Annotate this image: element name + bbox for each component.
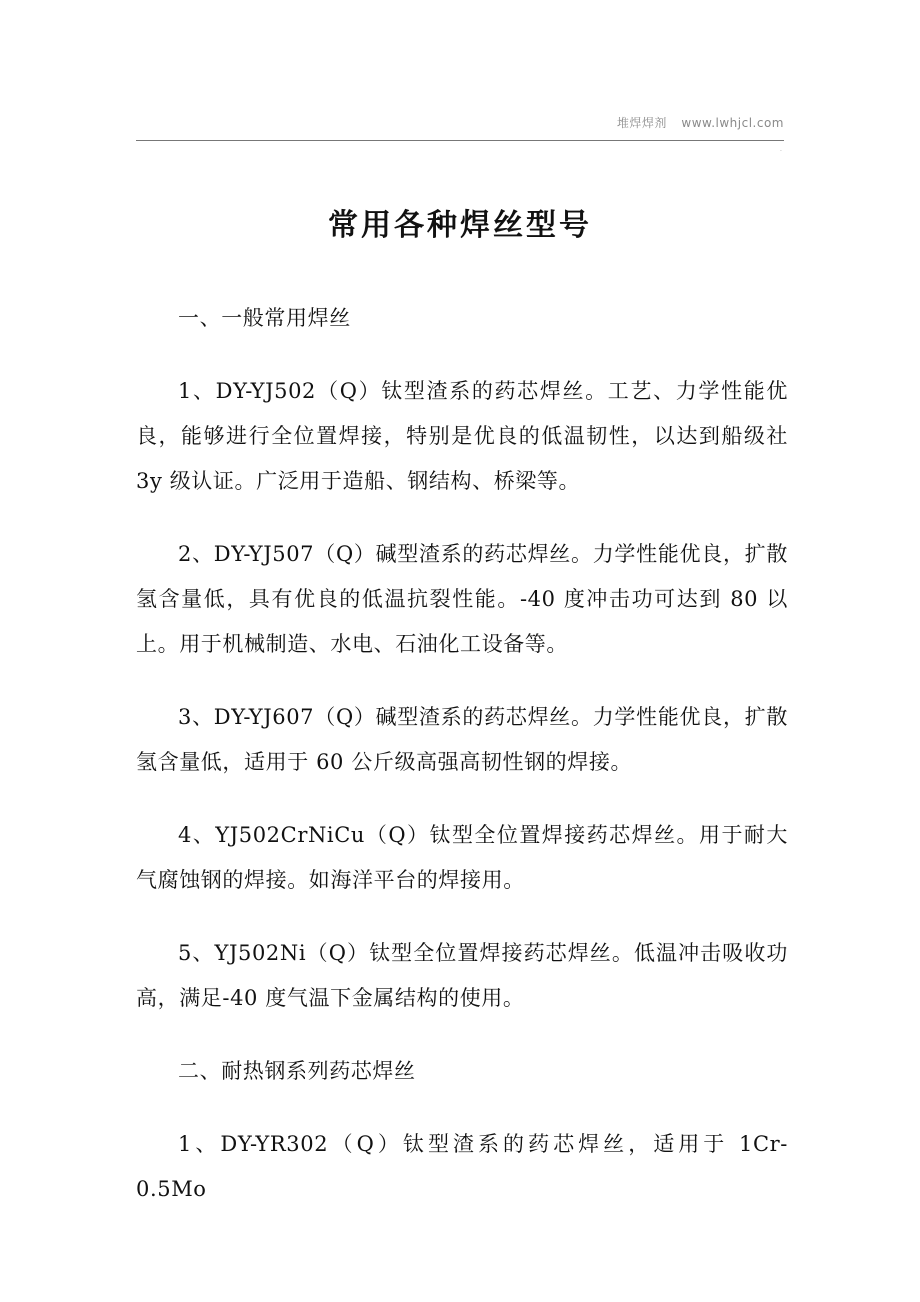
list-item: 1、DY-YJ502（Q）钛型渣系的药芯焊丝。工艺、力学性能优良，能够进行全位置焊接，特别是优良的低温韧性，以达到船级社 3y 级认证。广泛用于造船、钢结构、桥梁等。 xyxy=(136,379,788,493)
list-item: 4、YJ502CrNiCu（Q）钛型全位置焊接药芯焊丝。用于耐大气腐蚀钢的焊接。如海洋平台的焊接用。 xyxy=(136,823,788,892)
section-heading-general: 一、一般常用焊丝 xyxy=(178,306,351,330)
document-body xyxy=(136,296,788,1240)
list-item: 2、DY-YJ507（Q）碱型渣系的药芯焊丝。力学性能优良，扩散氢含量低，具有优良的低温抗裂性能。-40 度冲击功可达到 80 以上。用于机械制造、水电、石油化工设备等。 xyxy=(136,542,788,656)
section-heading-heat-resistant: 二、耐热钢系列药芯焊丝 xyxy=(178,1059,416,1083)
list-item: 3、DY-YJ607（Q）碱型渣系的药芯焊丝。力学性能优良，扩散氢含量低，适用于 60 公斤级高强高韧性钢的焊接。 xyxy=(136,705,788,774)
header-mark: . xyxy=(780,146,782,153)
document-title: 常用各种焊丝型号 xyxy=(328,208,592,243)
page-header xyxy=(136,112,784,142)
header-site-name: 堆焊焊剂 xyxy=(616,116,667,130)
header-site-url[interactable]: www.lwhjcl.com xyxy=(681,116,784,130)
list-item: 5、YJ502Ni（Q）钛型全位置焊接药芯焊丝。低温冲击吸收功高，满足-40 度气温下金属结构的使用。 xyxy=(136,941,788,1010)
header-divider xyxy=(136,140,784,141)
list-item: 1、DY-YR302（Q）钛型渣系的药芯焊丝，适用于 1Cr-0.5Mo xyxy=(136,1132,788,1201)
